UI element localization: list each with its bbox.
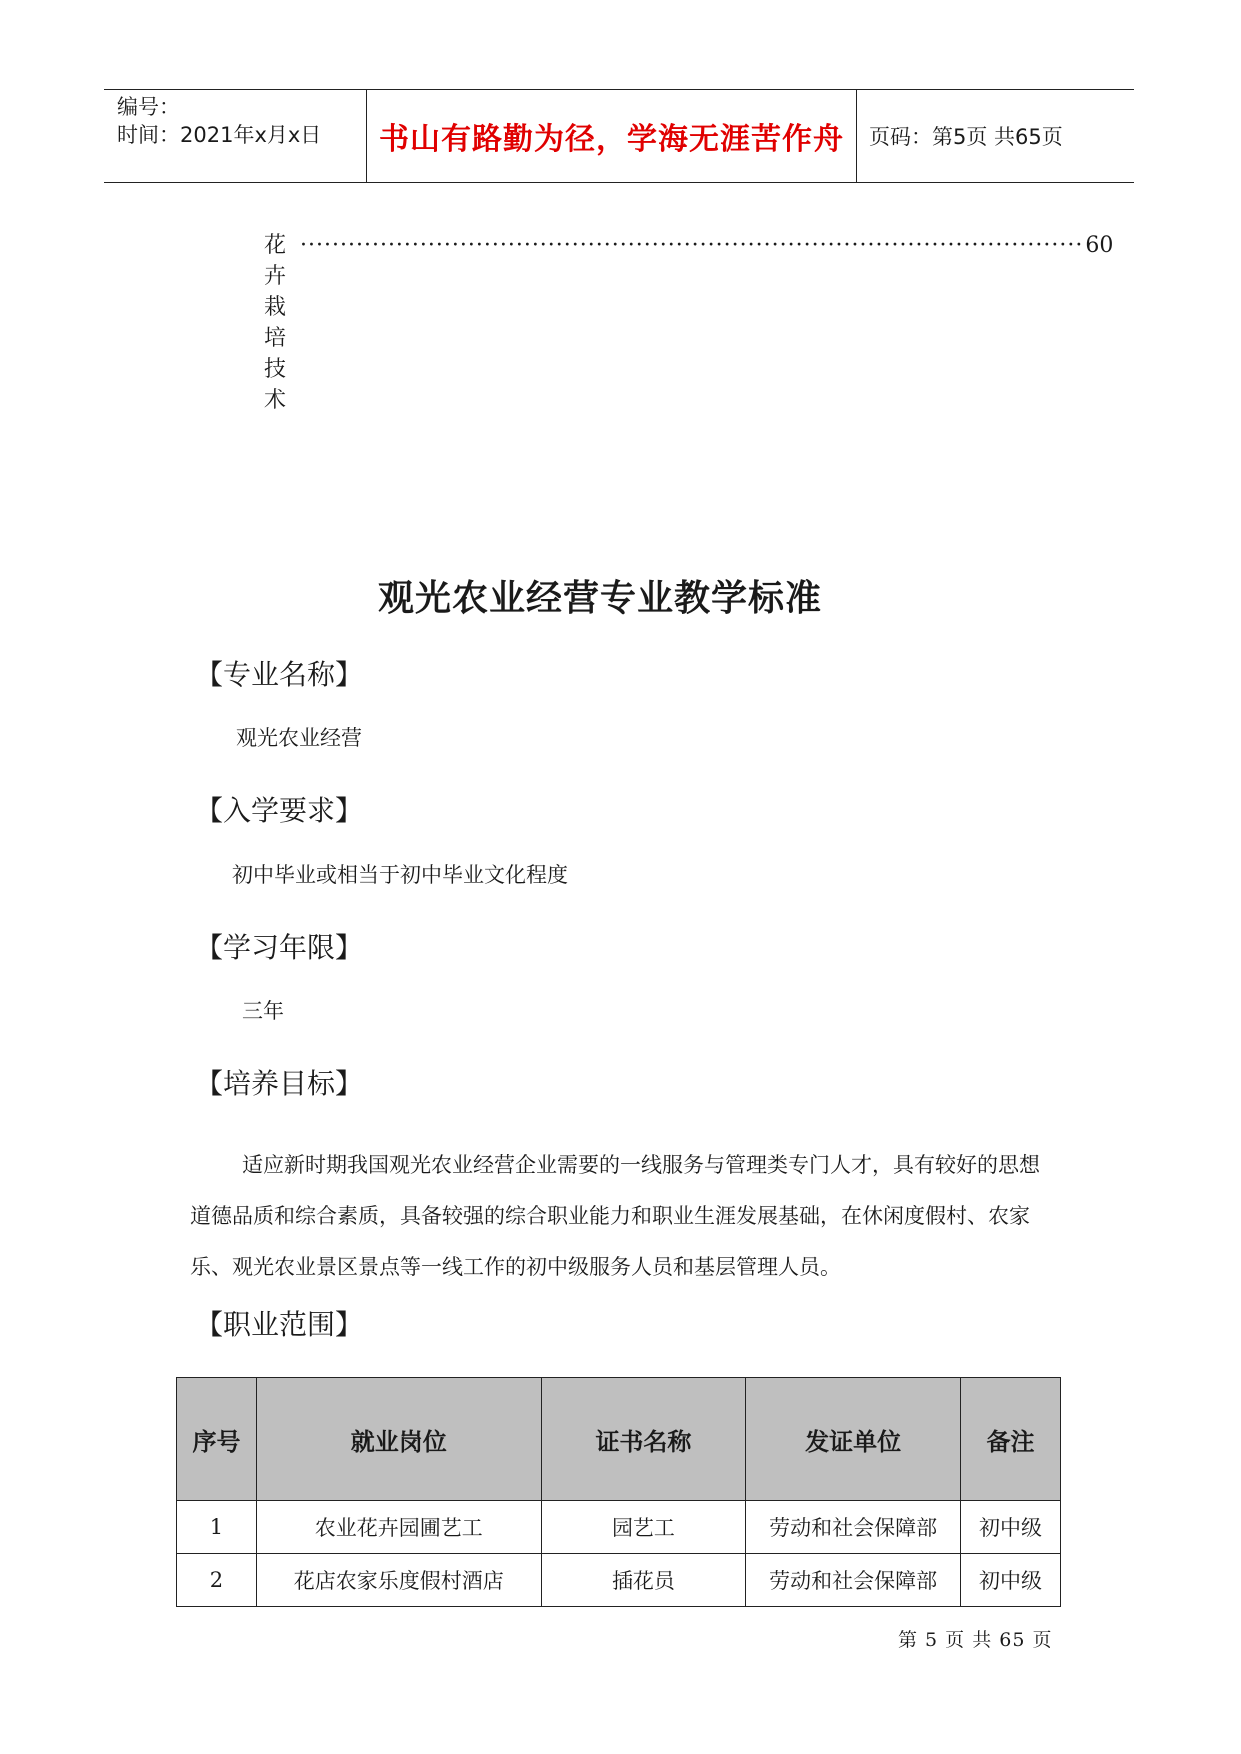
table-cell: 花店农家乐度假村酒店 <box>256 1554 541 1607</box>
page-footer: 第 5 页 共 65 页 <box>898 1629 1053 1651</box>
table-cell: 初中级 <box>961 1554 1061 1607</box>
duration-text: 三年 <box>242 999 284 1023</box>
table-cell: 园艺工 <box>541 1501 746 1554</box>
table-cell: 劳动和社会保障部 <box>746 1554 961 1607</box>
table-cell: 初中级 <box>961 1501 1061 1554</box>
header-cell-position: 就业岗位 <box>256 1378 541 1501</box>
header-number-label: 编号： <box>117 95 180 119</box>
header-cell-index: 序号 <box>177 1378 257 1501</box>
document-title: 观光农业经营专业教学标准 <box>377 578 822 619</box>
goal-paragraph: 适应新时期我国观光农业经营企业需要的一线服务与管理类专门人才，具有较好的思想道德品质和综合素质，具备较强的综合职业能力和职业生涯发展基础，在休闲度假村、农家乐、观光农业景区景点等一线工作的初中级服务人员和基层管理人员。 <box>190 1153 1040 1279</box>
toc-entry-title: 花卉栽培技术 <box>264 233 287 413</box>
page-header <box>104 89 1134 183</box>
table-cell: 农业花卉园圃艺工 <box>256 1501 541 1554</box>
table-cell: 插花员 <box>541 1554 746 1607</box>
career-table <box>176 1377 1061 1607</box>
toc-entry[interactable] <box>264 228 1114 414</box>
header-page-info: 页码：第5页 共65页 <box>869 125 1063 149</box>
section-heading-admission: 【入学要求】 <box>195 794 364 827</box>
header-cell-notes: 备注 <box>961 1378 1061 1501</box>
toc-entry-page: 60 <box>1085 233 1114 258</box>
header-motto: 书山有路勤为径，学海无涯苦作舟 <box>367 90 857 182</box>
header-cell-certificate: 证书名称 <box>541 1378 746 1501</box>
section-heading-major-name: 【专业名称】 <box>195 658 364 691</box>
header-time-label: 时间：2021年x月x日 <box>117 123 322 147</box>
admission-text: 初中毕业或相当于初中毕业文化程度 <box>232 863 568 887</box>
toc-leader-dots: ·································································································· <box>300 233 1084 258</box>
table-cell: 2 <box>177 1554 257 1607</box>
table-cell: 1 <box>177 1501 257 1554</box>
header-cell-issuer: 发证单位 <box>746 1378 961 1501</box>
table-row <box>177 1554 1061 1607</box>
header-meta <box>104 90 367 182</box>
table-cell: 劳动和社会保障部 <box>746 1501 961 1554</box>
section-heading-duration: 【学习年限】 <box>195 931 364 964</box>
major-name-text: 观光农业经营 <box>236 726 362 750</box>
section-heading-goal: 【培养目标】 <box>195 1067 364 1100</box>
table-header-row <box>177 1378 1061 1501</box>
table-row <box>177 1501 1061 1554</box>
section-heading-career: 【职业范围】 <box>195 1308 364 1341</box>
